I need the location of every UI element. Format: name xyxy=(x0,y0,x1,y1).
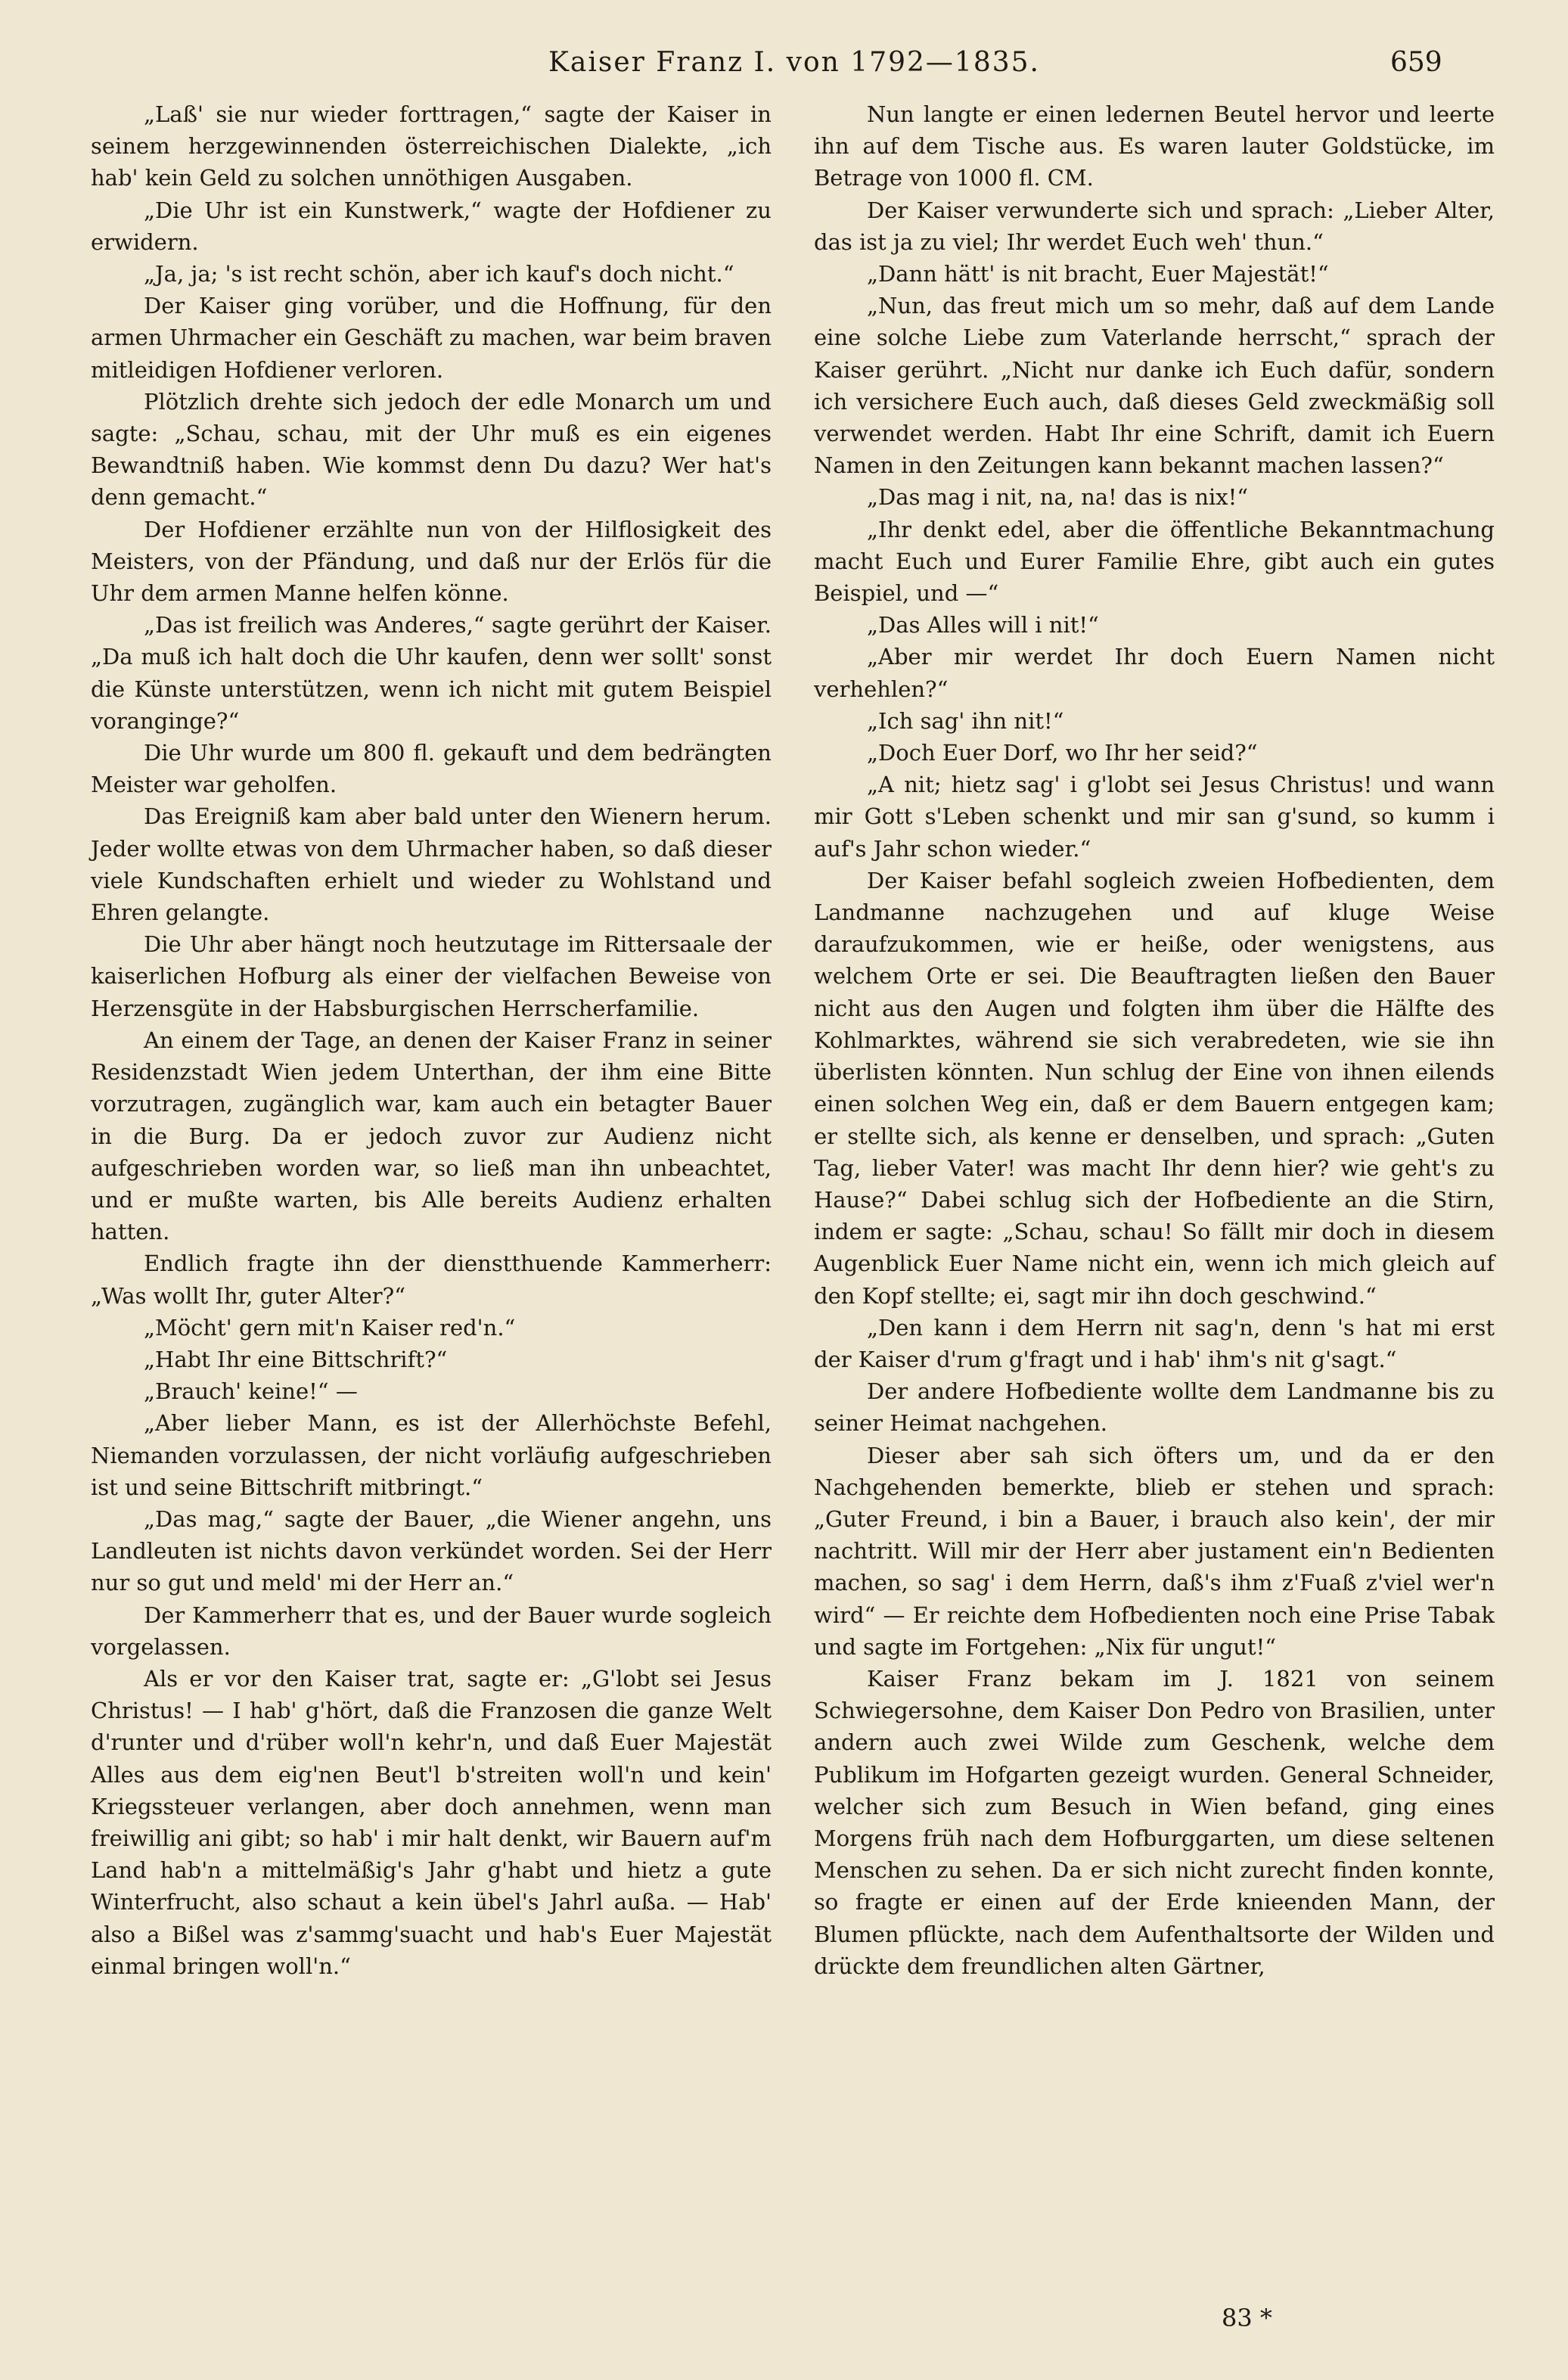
running-header: Kaiser Franz I. von 1792—1835. xyxy=(548,47,1040,78)
paragraph: „Brauch' keine!“ — xyxy=(144,1378,358,1405)
paragraph: „Das ist freilich was Anderes,“ sagte gerührt der Kaiser. „Da muß ich halt doch die Uhr kaufen, denn wer sollt' sonst die Künste unterstützen, wenn ich nicht mit gutem Beispiel voranginge?“ xyxy=(91,612,772,734)
paragraph: Der Kaiser ging vorüber, und die Hoffnung, für den armen Uhrmacher ein Geschäft zu machen, war beim braven mitleidigen Hofdiener verloren. xyxy=(91,293,772,383)
page-number: 659 xyxy=(1390,47,1442,78)
paragraph: „Ich sag' ihn nit!“ xyxy=(867,707,1064,734)
paragraph: „Habt Ihr eine Bittschrift?“ xyxy=(144,1346,448,1372)
paragraph: Die Uhr aber hängt noch heutzutage im Rittersaale der kaiserlichen Hofburg als einer der vielfachen Beweise von Herzensgüte in der Habsburgischen Herrscherfamilie. xyxy=(91,931,772,1021)
paragraph: „Möcht' gern mit'n Kaiser red'n.“ xyxy=(144,1314,516,1341)
paragraph: Das Ereigniß kam aber bald unter den Wienern herum. Jeder wollte etwas von dem Uhrmacher haben, so daß dieser viele Kundschaften erhielt und wieder zu Wohlstand und Ehren gelangte. xyxy=(91,803,772,926)
paragraph: An einem der Tage, an denen der Kaiser Franz in seiner Residenzstadt Wien jedem Unterthan, der ihm eine Bitte vorzutragen, zugänglich war, kam auch ein betagter Bauer in die Burg. Da er jedoch zuvor zur Audienz nicht aufgeschrieben worden war, so ließ man ihn unbeachtet, und er mußte warten, bis Alle bereits Audienz erhalten hatten. xyxy=(91,1027,772,1245)
paragraph: Endlich fragte ihn der dienstthuende Kammerherr: „Was wollt Ihr, guter Alter?“ xyxy=(91,1251,772,1309)
right-column xyxy=(814,98,1495,1982)
paragraph: „Laß' sie nur wieder forttragen,“ sagte der Kaiser in seinem herzgewinnenden österreichischen Dialekte, „ich hab' kein Geld zu solchen unnöthigen Ausgaben. xyxy=(91,101,772,191)
paragraph: Als er vor den Kaiser trat, sagte er: „G'lobt sei Jesus Christus! — I hab' g'hört, daß die Franzosen die ganze Welt d'runter und d'rüber woll'n kehr'n, und daß Euer Majestät Alles aus dem eig'nen Beut'l b'streiten woll'n und kein' Kriegssteuer verlangen, aber doch annehmen, wenn man freiwillig ani gibt; so hab' i mir halt denkt, wir Bauern auf'm Land hab'n a mittelmäßig's Jahr g'habt und hietz a gute Winterfrucht, also schaut a kein übel's Jahrl außa. — Hab' also a Bißel was z'sammg'suacht und hab's Euer Majestät einmal bringen woll'n.“ xyxy=(91,1665,772,1979)
paragraph: „Den kann i dem Herrn nit sag'n, denn 's hat mi erst der Kaiser d'rum g'fragt und i hab' ihm's nit g'sagt.“ xyxy=(814,1314,1495,1372)
paragraph: „Die Uhr ist ein Kunstwerk,“ wagte der Hofdiener zu erwidern. xyxy=(91,197,772,255)
paragraph: Der Kaiser verwunderte sich und sprach: „Lieber Alter, das ist ja zu viel; Ihr werdet Euch weh' thun.“ xyxy=(814,197,1495,255)
paragraph: „Doch Euer Dorf, wo Ihr her seid?“ xyxy=(867,740,1258,766)
paragraph: Plötzlich drehte sich jedoch der edle Monarch um und sagte: „Schau, schau, mit der Uhr muß es ein eigenes Bewandtniß haben. Wie kommst denn Du dazu? Wer hat's denn gemacht.“ xyxy=(91,388,772,511)
paragraph: „Das mag i nit, na, na! das is nix!“ xyxy=(867,484,1249,511)
paragraph: „Dann hätt' is nit bracht, Euer Majestät!“ xyxy=(867,261,1329,287)
paragraph: „Aber lieber Mann, es ist der Allerhöchste Befehl, Niemanden vorzulassen, der nicht vorläufig aufgeschrieben ist und seine Bittschrift mitbringt.“ xyxy=(91,1410,772,1500)
paragraph: „Das Alles will i nit!“ xyxy=(867,612,1099,638)
paragraph: Nun langte er einen ledernen Beutel hervor und leerte ihn auf dem Tische aus. Es waren lauter Goldstücke, im Betrage von 1000 fl. CM. xyxy=(814,101,1495,191)
paragraph: Der andere Hofbediente wollte dem Landmanne bis zu seiner Heimat nachgehen. xyxy=(814,1378,1495,1437)
paragraph: „Ihr denkt edel, aber die öffentliche Bekanntmachung macht Euch und Eurer Familie Ehre, gibt auch ein gutes Beispiel, und —“ xyxy=(814,516,1495,607)
left-column xyxy=(91,98,772,1982)
paragraph: Dieser aber sah sich öfters um, und da er den Nachgehenden bemerkte, blieb er stehen und sprach: „Guter Freund, i bin a Bauer, i brauch also kein', der mir nachtritt. Will mir der Herr aber justament ein'n Bedienten machen, so sag' i dem Herrn, daß's ihm z'Fuaß z'viel wer'n wird“ — Er reichte dem Hofbedienten noch eine Prise Tabak und sagte im Fortgehen: „Nix für ungut!“ xyxy=(814,1442,1495,1660)
signature-mark: 83 * xyxy=(1222,2304,1272,2332)
paragraph: Der Kaiser befahl sogleich zweien Hofbedienten, dem Landmanne nachzugehen und auf kluge Weise daraufzukommen, wie er heiße, oder wenigstens, aus welchem Orte er sei. Die Beauftragten ließen den Bauer nicht aus den Augen und folgten ihm über die Hälfte des Kohlmarktes, während sie sich verabredeten, wie sie ihn überlisten könnten. Nun schlug der Eine von ihnen eilends einen solchen Weg ein, daß er dem Bauern entgegen kam; er stellte sich, als kenne er denselben, und sprach: „Guten Tag, lieber Vater! was macht Ihr denn hier? wie geht's zu Hause?“ Dabei schlug sich der Hofbediente an die Stirn, indem er sagte: „Schau, schau! So fällt mir doch in diesem Augenblick Euer Name nicht ein, wenn ich mich gleich auf den Kopf stellte; ei, sagt mir ihn doch geschwind.“ xyxy=(814,867,1495,1309)
paragraph: Kaiser Franz bekam im J. 1821 von seinem Schwiegersohne, dem Kaiser Don Pedro von Brasilien, unter andern auch zwei Wilde zum Geschenk, welche dem Publikum im Hofgarten gezeigt wurden. General Schneider, welcher sich zum Besuch in Wien befand, ging eines Morgens früh nach dem Hofburggarten, um diese seltenen Menschen zu sehen. Da er sich nicht zurecht finden konnte, so fragte er einen auf der Erde knieenden Mann, der Blumen pflückte, nach dem Aufenthaltsorte der Wilden und drückte dem freundlichen alten Gärtner, xyxy=(814,1665,1495,1979)
paragraph: „Nun, das freut mich um so mehr, daß auf dem Lande eine solche Liebe zum Vaterlande herrscht,“ sprach der Kaiser gerührt. „Nicht nur danke ich Euch dafür, sondern ich versichere Euch auch, daß dieses Geld zweckmäßig soll verwendet werden. Habt Ihr eine Schrift, damit ich Euern Namen in den Zeitungen kann bekannt machen lassen?“ xyxy=(814,293,1495,479)
paragraph: Die Uhr wurde um 800 fl. gekauft und dem bedrängten Meister war geholfen. xyxy=(91,740,772,798)
paragraph: „Aber mir werdet Ihr doch Euern Namen nicht verhehlen?“ xyxy=(814,644,1495,702)
paragraph: „Ja, ja; 's ist recht schön, aber ich kauf's doch nicht.“ xyxy=(144,261,734,287)
paragraph: „Das mag,“ sagte der Bauer, „die Wiener angehn, uns Landleuten ist nichts davon verkündet worden. Sei der Herr nur so gut und meld' mi der Herr an.“ xyxy=(91,1505,772,1596)
paragraph: Der Kammerherr that es, und der Bauer wurde sogleich vorgelassen. xyxy=(91,1602,772,1660)
paragraph: Der Hofdiener erzählte nun von der Hilflosigkeit des Meisters, von der Pfändung, und daß nur der Erlös für die Uhr dem armen Manne helfen könne. xyxy=(91,516,772,607)
paragraph: „A nit; hietz sag' i g'lobt sei Jesus Christus! und wann mir Gott s'Leben schenkt und mir san g'sund, so kumm i auf's Jahr schon wieder.“ xyxy=(814,772,1495,862)
